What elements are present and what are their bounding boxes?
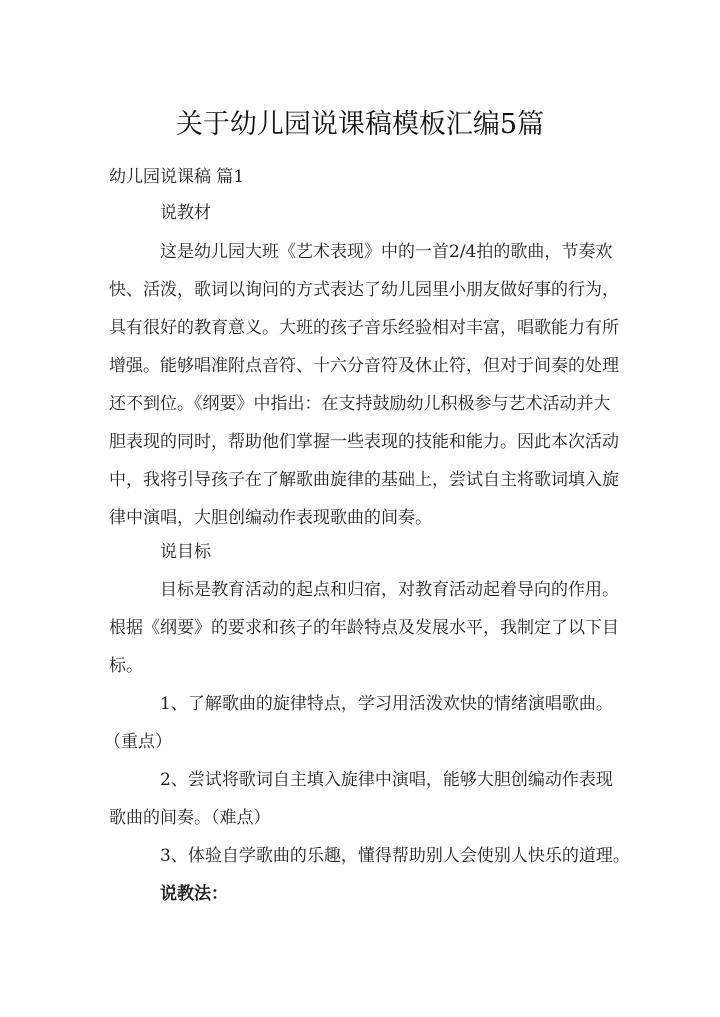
goal-item: 1、了解歌曲的旋律特点，学习用活泼欢快的情绪演唱歌曲。 <box>160 694 613 714</box>
document-title: 关于幼儿园说课稿模板汇编5篇 <box>175 109 545 140</box>
paragraph-line: 快、活泼，歌词以询问的方式表达了幼儿园里小朋友做好事的行为， <box>109 280 619 300</box>
paragraph-line: 这是幼儿园大班《艺术表现》中的一首2/4拍的歌曲，节奏欢 <box>160 242 613 262</box>
paragraph-line: 还不到位。《纲要》中指出：在支持鼓励幼儿积极参与艺术活动并大 <box>109 394 611 414</box>
paragraph-line: 标。 <box>109 656 143 676</box>
goal-note: 歌曲的间奏。（难点） <box>109 808 271 828</box>
goal-item: 2、尝试将歌词自主填入旋律中演唱，能够大胆创编动作表现 <box>160 770 613 790</box>
section-heading: 说目标 <box>160 542 211 562</box>
paragraph-line: 根据《纲要》的要求和孩子的年龄特点及发展水平，我制定了以下目 <box>109 618 619 638</box>
paragraph-line: 目标是教育活动的起点和归宿，对教育活动起着导向的作用。 <box>160 580 619 600</box>
section-heading: 说教法： <box>160 884 228 904</box>
section-heading: 说教材 <box>160 203 211 223</box>
article-subtitle: 幼儿园说课稿 篇1 <box>109 167 245 187</box>
paragraph-line: 增强。能够唱准附点音符、十六分音符及休止符，但对于间奏的处理 <box>109 356 619 376</box>
goal-note: （重点） <box>104 732 172 752</box>
paragraph-line: 具有很好的教育意义。大班的孩子音乐经验相对丰富，唱歌能力有所 <box>109 318 619 338</box>
paragraph-line: 中，我将引导孩子在了解歌曲旋律的基础上，尝试自主将歌词填入旋 <box>109 470 619 490</box>
paragraph-line: 胆表现的同时，帮助他们掌握一些表现的技能和能力。因此本次活动 <box>109 432 619 452</box>
paragraph-line: 律中演唱，大胆创编动作表现歌曲的间奏。 <box>109 508 432 528</box>
goal-item: 3、体验自学歌曲的乐趣，懂得帮助别人会使别人快乐的道理。 <box>160 846 630 866</box>
